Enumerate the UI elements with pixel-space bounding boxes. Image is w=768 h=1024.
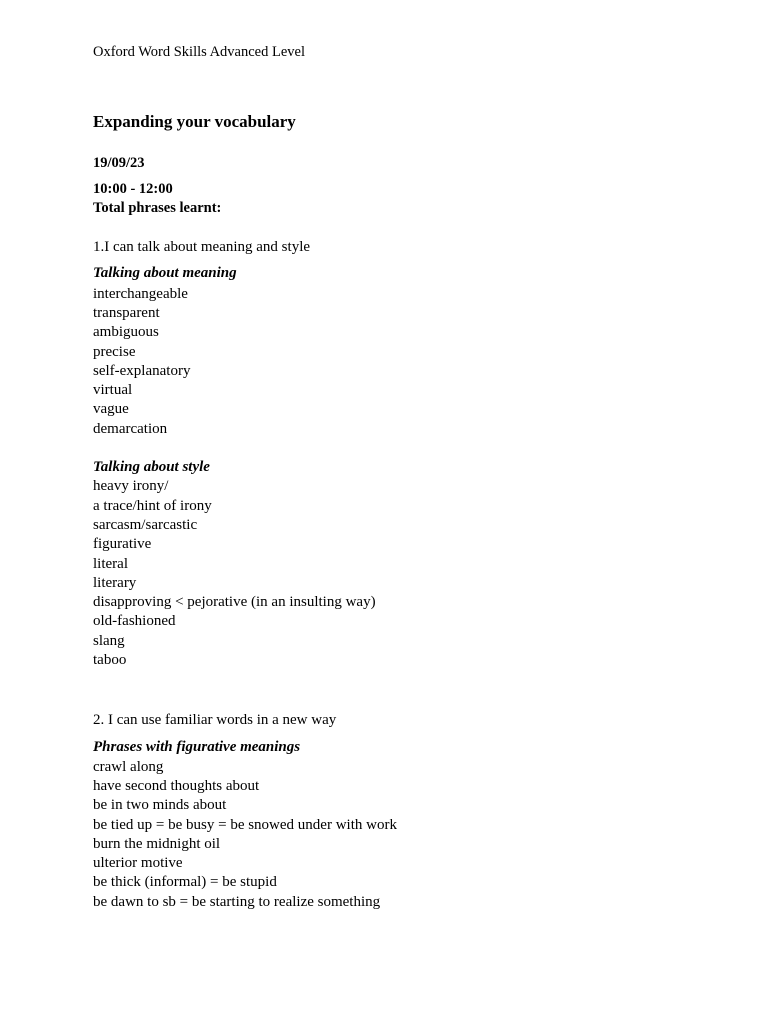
list-item: a trace/hint of irony xyxy=(93,498,212,514)
list-item: literal xyxy=(93,556,128,572)
section-2-heading: 2. I can use familiar words in a new way xyxy=(93,712,337,728)
date-text: 19/09/23 xyxy=(93,155,145,171)
list-item: slang xyxy=(93,633,125,649)
list-item: vague xyxy=(93,401,129,417)
list-item: be thick (informal) = be stupid xyxy=(93,874,277,890)
list-item: be dawn to sb = be starting to realize something xyxy=(93,894,381,910)
meaning-subheading: Talking about meaning xyxy=(93,265,237,281)
list-item: ulterior motive xyxy=(93,855,183,871)
list-item: transparent xyxy=(93,305,160,321)
list-item: self-explanatory xyxy=(93,363,191,379)
list-item: have second thoughts about xyxy=(93,778,260,794)
list-item: old-fashioned xyxy=(93,613,176,629)
section-1-heading: 1.I can talk about meaning and style xyxy=(93,239,311,255)
total-phrases-label: Total phrases learnt: xyxy=(93,200,222,216)
list-item: be in two minds about xyxy=(93,797,227,813)
list-item: precise xyxy=(93,344,136,360)
list-item: interchangeable xyxy=(93,286,188,302)
list-item: disapproving < pejorative (in an insulting way) xyxy=(93,594,376,610)
style-subheading: Talking about style xyxy=(93,459,210,475)
list-item: heavy irony/ xyxy=(93,478,169,494)
list-item: crawl along xyxy=(93,759,164,775)
page-title: Expanding your vocabulary xyxy=(93,112,296,131)
time-text: 10:00 - 12:00 xyxy=(93,181,173,197)
list-item: burn the midnight oil xyxy=(93,836,221,852)
list-item: virtual xyxy=(93,382,133,398)
list-item: figurative xyxy=(93,536,152,552)
list-item: ambiguous xyxy=(93,324,159,340)
list-item: taboo xyxy=(93,652,127,668)
document-header: Oxford Word Skills Advanced Level xyxy=(93,44,305,60)
list-item: literary xyxy=(93,575,137,591)
list-item: demarcation xyxy=(93,421,168,437)
list-item: sarcasm/sarcastic xyxy=(93,517,198,533)
list-item: be tied up = be busy = be snowed under with work xyxy=(93,817,397,833)
figurative-subheading: Phrases with figurative meanings xyxy=(93,739,301,755)
